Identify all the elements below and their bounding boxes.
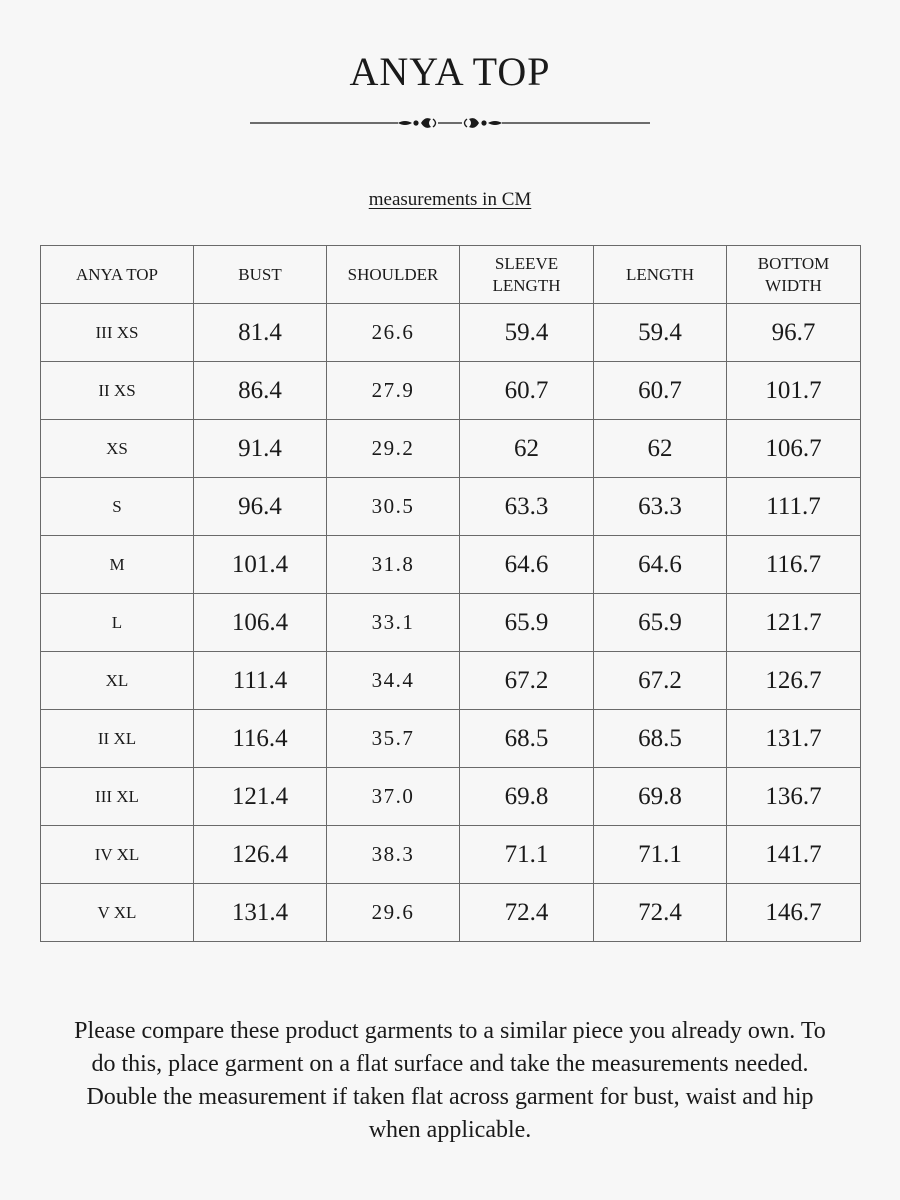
- cell-bottom-width: 121.7: [727, 594, 861, 652]
- cell-bust: 131.4: [194, 884, 327, 942]
- cell-size: S: [41, 478, 194, 536]
- table-row: [41, 420, 861, 478]
- cell-shoulder: 29.6: [327, 884, 460, 942]
- cell-bust: 86.4: [194, 362, 327, 420]
- header-size-label: ANYA TOP: [75, 264, 159, 284]
- table-row: [41, 362, 861, 420]
- cell-shoulder: 35.7: [327, 710, 460, 768]
- cell-bottom-width: 131.7: [727, 710, 861, 768]
- header-sleeve-length: [460, 246, 594, 304]
- cell-shoulder: 27.9: [327, 362, 460, 420]
- cell-bust: 116.4: [194, 710, 327, 768]
- header-sleeve-length-label: LENGTH: [492, 275, 561, 295]
- cell-length: 65.9: [594, 594, 727, 652]
- cell-size: XL: [41, 652, 194, 710]
- cell-bottom-width: 141.7: [727, 826, 861, 884]
- cell-bust: 106.4: [194, 594, 327, 652]
- table-row: [41, 594, 861, 652]
- table-header-row: [41, 246, 861, 304]
- cell-sleeve-length: 59.4: [460, 304, 594, 362]
- cell-bust: 121.4: [194, 768, 327, 826]
- cell-length: 68.5: [594, 710, 727, 768]
- cell-sleeve-length: 69.8: [460, 768, 594, 826]
- header-shoulder-label: SHOULDER: [347, 264, 439, 284]
- cell-bottom-width: 101.7: [727, 362, 861, 420]
- header-size: [41, 246, 194, 304]
- cell-bottom-width: 111.7: [727, 478, 861, 536]
- cell-size: II XS: [41, 362, 194, 420]
- cell-bust: 81.4: [194, 304, 327, 362]
- table-body: [41, 304, 861, 942]
- cell-shoulder: 26.6: [327, 304, 460, 362]
- cell-length: 69.8: [594, 768, 727, 826]
- cell-sleeve-length: 71.1: [460, 826, 594, 884]
- table-row: [41, 304, 861, 362]
- header-bust: [194, 246, 327, 304]
- cell-bottom-width: 106.7: [727, 420, 861, 478]
- cell-length: 59.4: [594, 304, 727, 362]
- cell-shoulder: 31.8: [327, 536, 460, 594]
- cell-bust: 101.4: [194, 536, 327, 594]
- cell-bottom-width: 96.7: [727, 304, 861, 362]
- cell-length: 71.1: [594, 826, 727, 884]
- header-width-label: WIDTH: [765, 275, 822, 295]
- cell-length: 60.7: [594, 362, 727, 420]
- cell-bottom-width: 136.7: [727, 768, 861, 826]
- cell-bottom-width: 146.7: [727, 884, 861, 942]
- size-chart-table: [40, 245, 861, 942]
- cell-bust: 111.4: [194, 652, 327, 710]
- header-length-label: LENGTH: [626, 264, 694, 284]
- cell-size: II XL: [41, 710, 194, 768]
- cell-shoulder: 34.4: [327, 652, 460, 710]
- cell-size: L: [41, 594, 194, 652]
- table-row: [41, 478, 861, 536]
- cell-bottom-width: 126.7: [727, 652, 861, 710]
- ornament-divider-icon: [250, 110, 650, 136]
- table-row: [41, 652, 861, 710]
- cell-size: M: [41, 536, 194, 594]
- cell-sleeve-length: 65.9: [460, 594, 594, 652]
- header-bottom-width: [727, 246, 861, 304]
- header-sleeve-label: SLEEVE: [494, 253, 559, 273]
- cell-sleeve-length: 62: [460, 420, 594, 478]
- cell-shoulder: 37.0: [327, 768, 460, 826]
- table-row: [41, 710, 861, 768]
- cell-sleeve-length: 72.4: [460, 884, 594, 942]
- cell-bust: 91.4: [194, 420, 327, 478]
- table-row: [41, 826, 861, 884]
- cell-shoulder: 38.3: [327, 826, 460, 884]
- table-row: [41, 768, 861, 826]
- cell-shoulder: 33.1: [327, 594, 460, 652]
- cell-sleeve-length: 63.3: [460, 478, 594, 536]
- cell-bottom-width: 116.7: [727, 536, 861, 594]
- cell-shoulder: 29.2: [327, 420, 460, 478]
- page-title: ANYA TOP: [349, 49, 551, 94]
- header-shoulder: [327, 246, 460, 304]
- cell-size: IV XL: [41, 826, 194, 884]
- header-bottom-label: BOTTOM: [757, 253, 830, 273]
- units-subtitle: [0, 189, 900, 211]
- measurement-note: Please compare these product garments to a similar piece you already own. To do this, place garment on a flat surface and take the measurements needed. Double the measurement if taken flat across garment for bust, waist and hip when applicable.: [74, 1018, 826, 1143]
- cell-sleeve-length: 60.7: [460, 362, 594, 420]
- header-bust-label: BUST: [238, 264, 282, 284]
- cell-length: 62: [594, 420, 727, 478]
- cell-sleeve-length: 67.2: [460, 652, 594, 710]
- cell-bust: 126.4: [194, 826, 327, 884]
- table-row: [41, 884, 861, 942]
- table-row: [41, 536, 861, 594]
- cell-bust: 96.4: [194, 478, 327, 536]
- cell-sleeve-length: 68.5: [460, 710, 594, 768]
- cell-size: III XS: [41, 304, 194, 362]
- units-subtitle-text: measurements in CM: [368, 189, 532, 210]
- cell-length: 63.3: [594, 478, 727, 536]
- cell-length: 64.6: [594, 536, 727, 594]
- cell-size: XS: [41, 420, 194, 478]
- cell-sleeve-length: 64.6: [460, 536, 594, 594]
- cell-length: 72.4: [594, 884, 727, 942]
- cell-length: 67.2: [594, 652, 727, 710]
- header-length: [594, 246, 727, 304]
- cell-size: V XL: [41, 884, 194, 942]
- cell-shoulder: 30.5: [327, 478, 460, 536]
- cell-size: III XL: [41, 768, 194, 826]
